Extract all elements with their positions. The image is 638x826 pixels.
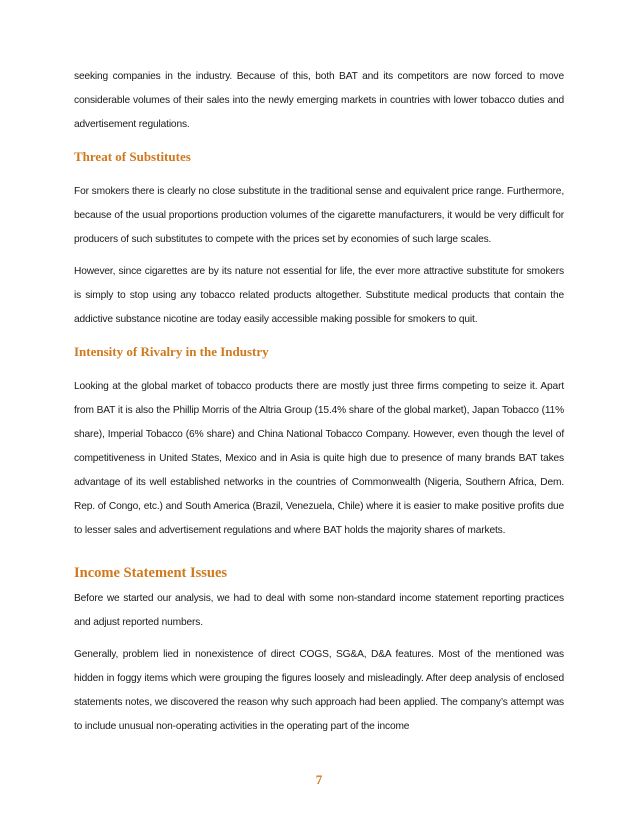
substitutes-paragraph-2: However, since cigarettes are by its nature not essential for life, the ever more attractive substitute for smokers is simply to stop using any tobacco related products altogether. Substitute medical products that contain the addictive substance nicotine are today easily accessible making possible for smokers to quit. xyxy=(74,266,564,325)
threat-of-substitutes-heading: Threat of Substitutes xyxy=(74,149,191,164)
intensity-of-rivalry-heading: Intensity of Rivalry in the Industry xyxy=(74,344,269,359)
page-content xyxy=(74,65,564,747)
income-statement-paragraph-2: Generally, problem lied in nonexistence of direct COGS, SG&A, D&A features. Most of the mentioned was hidden in foggy items which were grouping the figures loosely and misleadingly. After deep analysis of enclosed statements notes, we discovered the reason why such approach had been applied. The company’s attempt was to include unusual non-operating activities in the operating part of the income xyxy=(74,649,564,732)
intro-continuation-paragraph: seeking companies in the industry. Because of this, both BAT and its competitors are now forced to move considerable volumes of their sales into the newly emerging markets in countries with lower tobacco duties and advertisement regulations. xyxy=(74,71,564,130)
income-statement-paragraph-1: Before we started our analysis, we had to deal with some non-standard income statement reporting practices and adjust reported numbers. xyxy=(74,593,564,628)
rivalry-paragraph-1: Looking at the global market of tobacco products there are mostly just three firms competing to seize it. Apart from BAT it is also the Phillip Morris of the Altria Group (15.4% share of the global market), Japan Tobacco (11% share), Imperial Tobacco (6% share) and China National Tobacco Company. However, even though the level of competitiveness in United States, Mexico and in Asia is quite high due to presence of many brands BAT takes advantage of its well established networks in the countries of Commonwealth (Nigeria, Southern Africa, Dem. Rep. of Congo, etc.) and South America (Brazil, Venezuela, Chile) where it is easier to make positive profits due to lesser sales and advertisement regulations and where BAT holds the majority shares of markets. xyxy=(74,381,564,536)
page-number: 7 xyxy=(315,772,323,787)
income-statement-issues-heading: Income Statement Issues xyxy=(74,565,228,581)
substitutes-paragraph-1: For smokers there is clearly no close substitute in the traditional sense and equivalent price range. Furthermore, because of the usual proportions production volumes of the cigarette manufacturers, it would be very difficult for producers of such substitutes to compete with the prices set by economies of such large scales. xyxy=(74,186,564,245)
